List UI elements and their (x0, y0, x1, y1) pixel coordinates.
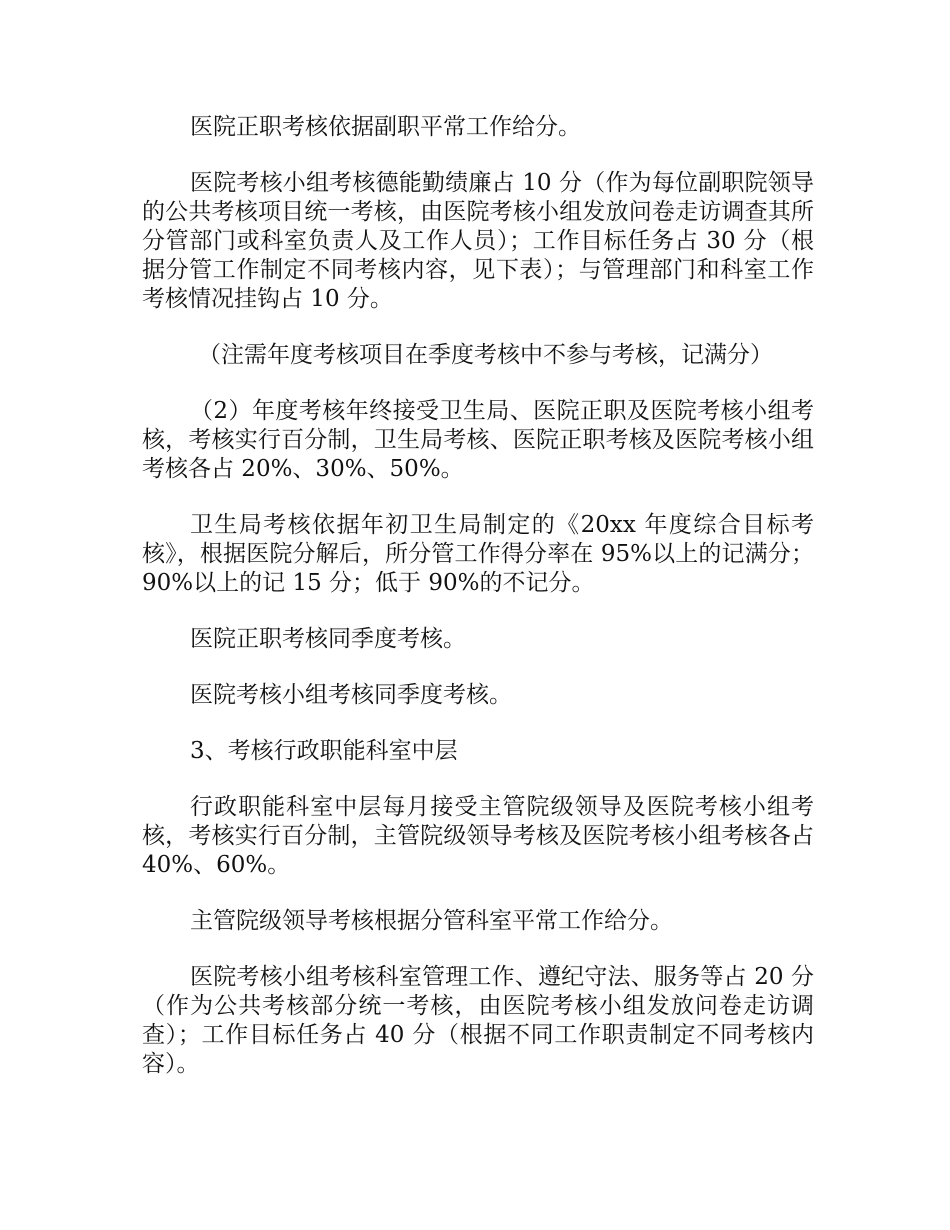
paragraph-assessment-group-deputy: 医院考核小组考核德能勤绩廉占 10 分（作为每位副职院领导的公共考核项目统一考核，由医院考核小组发放问卷走访调查其所分管部门或科室负责人及工作人员）；工作目标任务占 30 分（根据分管工作制定不同考核内容，见下表）；与管理部门和科室工作考核情况挂钩占 10 分。 (142, 170, 814, 312)
section-heading-middle-managers: 3、考核行政职能科室中层 (190, 738, 458, 764)
paragraph-annual-assessment: （2）年度考核年终接受卫生局、医院正职及医院考核小组考核，考核实行百分制，卫生局考核、医院正职考核及医院考核小组考核各占 20%、30%、50%。 (142, 398, 814, 482)
paragraph-health-bureau-assessment: 卫生局考核依据年初卫生局制定的《20xx 年度综合目标考核》，根据医院分解后，所分管工作得分率在 95%以上的记满分；90%以上的记 15 分；低于 90%的不记分。 (142, 512, 814, 596)
paragraph-middle-manager-assessment: 行政职能科室中层每月接受主管院级领导及医院考核小组考核，考核实行百分制，主管院级领导考核及医院考核小组考核各占 40%、60%。 (142, 794, 814, 878)
paragraph-annual-note: （注需年度考核项目在季度考核中不参与考核，记满分） (198, 342, 773, 368)
paragraph-group-quarterly: 医院考核小组考核同季度考核。 (190, 682, 512, 708)
paragraph-principal-scoring: 医院正职考核依据副职平常工作给分。 (190, 114, 581, 140)
paragraph-principal-quarterly: 医院正职考核同季度考核。 (190, 626, 466, 652)
paragraph-group-department-scoring: 医院考核小组考核科室管理工作、遵纪守法、服务等占 20 分（作为公共考核部分统一考核，由医院考核小组发放问卷走访调查）；工作目标任务占 40 分（根据不同工作职责制定不同考核内容）。 (142, 964, 814, 1077)
paragraph-supervisor-scoring: 主管院级领导考核根据分管科室平常工作给分。 (190, 908, 673, 934)
document-body (142, 113, 814, 1106)
